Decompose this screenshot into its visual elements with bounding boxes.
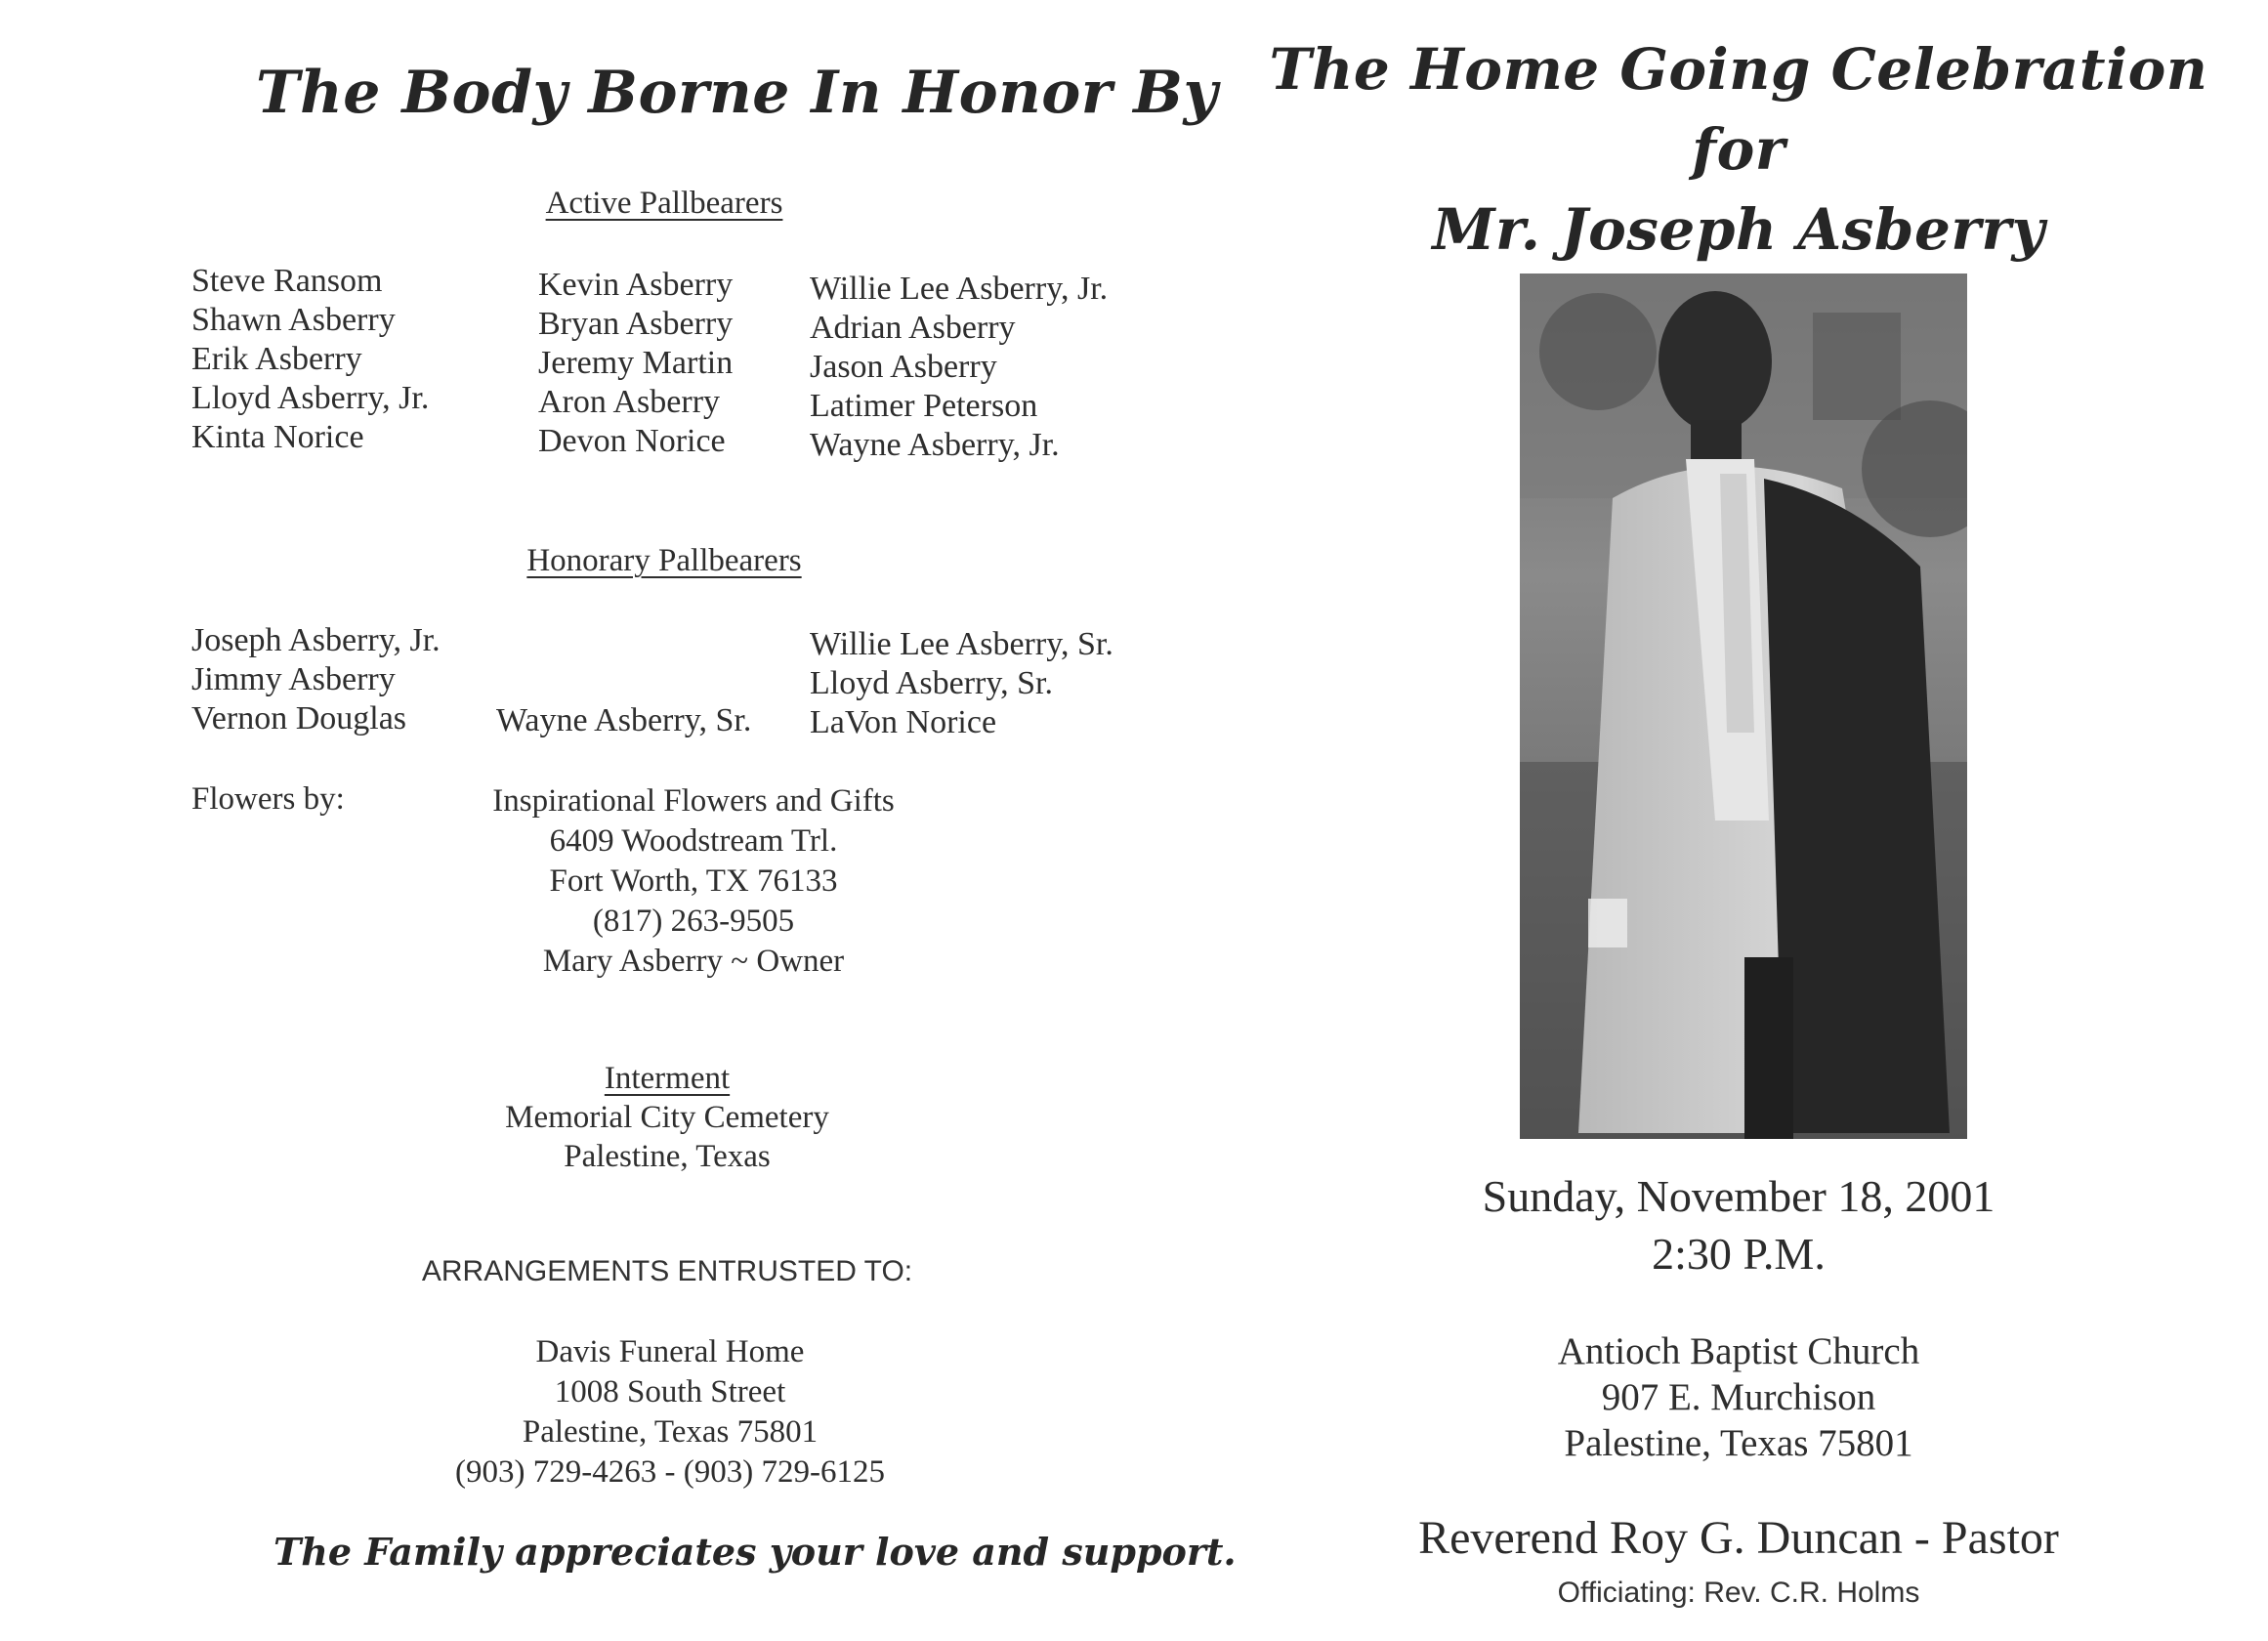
church-block <box>1250 1328 2227 1466</box>
list-item: Adrian Asberry <box>810 310 1016 346</box>
list-item: Latimer Peterson <box>810 388 1038 424</box>
honorary-col-3 <box>810 625 1113 742</box>
service-date: Sunday, November 18, 2001 <box>1482 1171 1995 1221</box>
flowers-line: Inspirational Flowers and Gifts <box>492 783 895 819</box>
flowers-block <box>430 781 957 982</box>
active-col-3 <box>810 270 1108 465</box>
list-item: Lloyd Asberry, Sr. <box>810 665 1054 701</box>
list-item: Lloyd Asberry, Jr. <box>191 380 430 416</box>
honorary-mid: Wayne Asberry, Sr. <box>496 702 752 738</box>
list-item: Steve Ransom <box>191 263 383 299</box>
list-item: Shawn Asberry <box>191 302 396 338</box>
list-item: Jeremy Martin <box>538 345 734 381</box>
flowers-line: Fort Worth, TX 76133 <box>549 863 838 899</box>
list-item: Aron Asberry <box>538 384 721 420</box>
active-col-2 <box>538 266 733 461</box>
flowers-line: 6409 Woodstream Trl. <box>549 823 838 859</box>
funeral-home-line: (903) 729-4263 - (903) 729-6125 <box>455 1454 885 1490</box>
active-col-1 <box>191 262 429 457</box>
list-item: Jason Asberry <box>810 349 997 385</box>
interment-line: Memorial City Cemetery <box>505 1100 829 1135</box>
funeral-home-line: Palestine, Texas 75801 <box>522 1414 819 1450</box>
title-line-3: Mr. Joseph Asberry <box>1432 196 2045 263</box>
church-line: 907 E. Murchison <box>1601 1376 1876 1418</box>
funeral-home-line: Davis Funeral Home <box>535 1334 805 1369</box>
service-time: 2:30 P.M. <box>1652 1229 1826 1279</box>
funeral-home-line: 1008 South Street <box>554 1374 786 1410</box>
list-item: Kevin Asberry <box>538 267 734 303</box>
interment-title: Interment <box>604 1061 731 1096</box>
flowers-label: Flowers by: <box>191 781 345 817</box>
list-item: Kinta Norice <box>191 419 364 455</box>
list-item: Wayne Asberry, Jr. <box>810 427 1060 463</box>
list-item: Vernon Douglas <box>191 700 407 736</box>
closing-message: The Family appreciates your love and support. <box>273 1530 1237 1574</box>
pastor-line: Reverend Roy G. Duncan - Pastor <box>1418 1512 2059 1564</box>
list-item: Joseph Asberry, Jr. <box>191 622 441 658</box>
title-line-1: The Home Going Celebration <box>1269 36 2208 103</box>
church-line: Palestine, Texas 75801 <box>1564 1422 1913 1464</box>
title-line-2: for <box>1692 116 1785 183</box>
list-item: Devon Norice <box>538 423 726 459</box>
list-item: Bryan Asberry <box>538 306 734 342</box>
honorary-col-1 <box>191 621 441 738</box>
list-item: Willie Lee Asberry, Jr. <box>810 271 1109 307</box>
interment-line: Palestine, Texas <box>564 1139 771 1174</box>
list-item: Willie Lee Asberry, Sr. <box>810 626 1113 662</box>
arrangements-title: ARRANGEMENTS ENTRUSTED TO: <box>421 1255 913 1287</box>
officiating-line: Officiating: Rev. C.R. Holms <box>1557 1577 1920 1609</box>
church-line: Antioch Baptist Church <box>1557 1330 1920 1372</box>
left-heading: The Body Borne In Honor By <box>256 59 1218 127</box>
funeral-home-block <box>377 1332 963 1493</box>
interment-block <box>423 1059 911 1176</box>
list-item: Jimmy Asberry <box>191 661 396 697</box>
list-item: Erik Asberry <box>191 341 362 377</box>
flowers-line: Mary Asberry ~ Owner <box>542 944 845 979</box>
active-pallbearers-title: Active Pallbearers <box>545 186 783 221</box>
flowers-line: (817) 263-9505 <box>592 904 795 939</box>
honorary-pallbearers-title: Honorary Pallbearers <box>526 543 802 578</box>
list-item: LaVon Norice <box>810 704 997 740</box>
celebration-title <box>1250 29 2227 270</box>
memorial-portrait-photo <box>1520 274 1967 1139</box>
